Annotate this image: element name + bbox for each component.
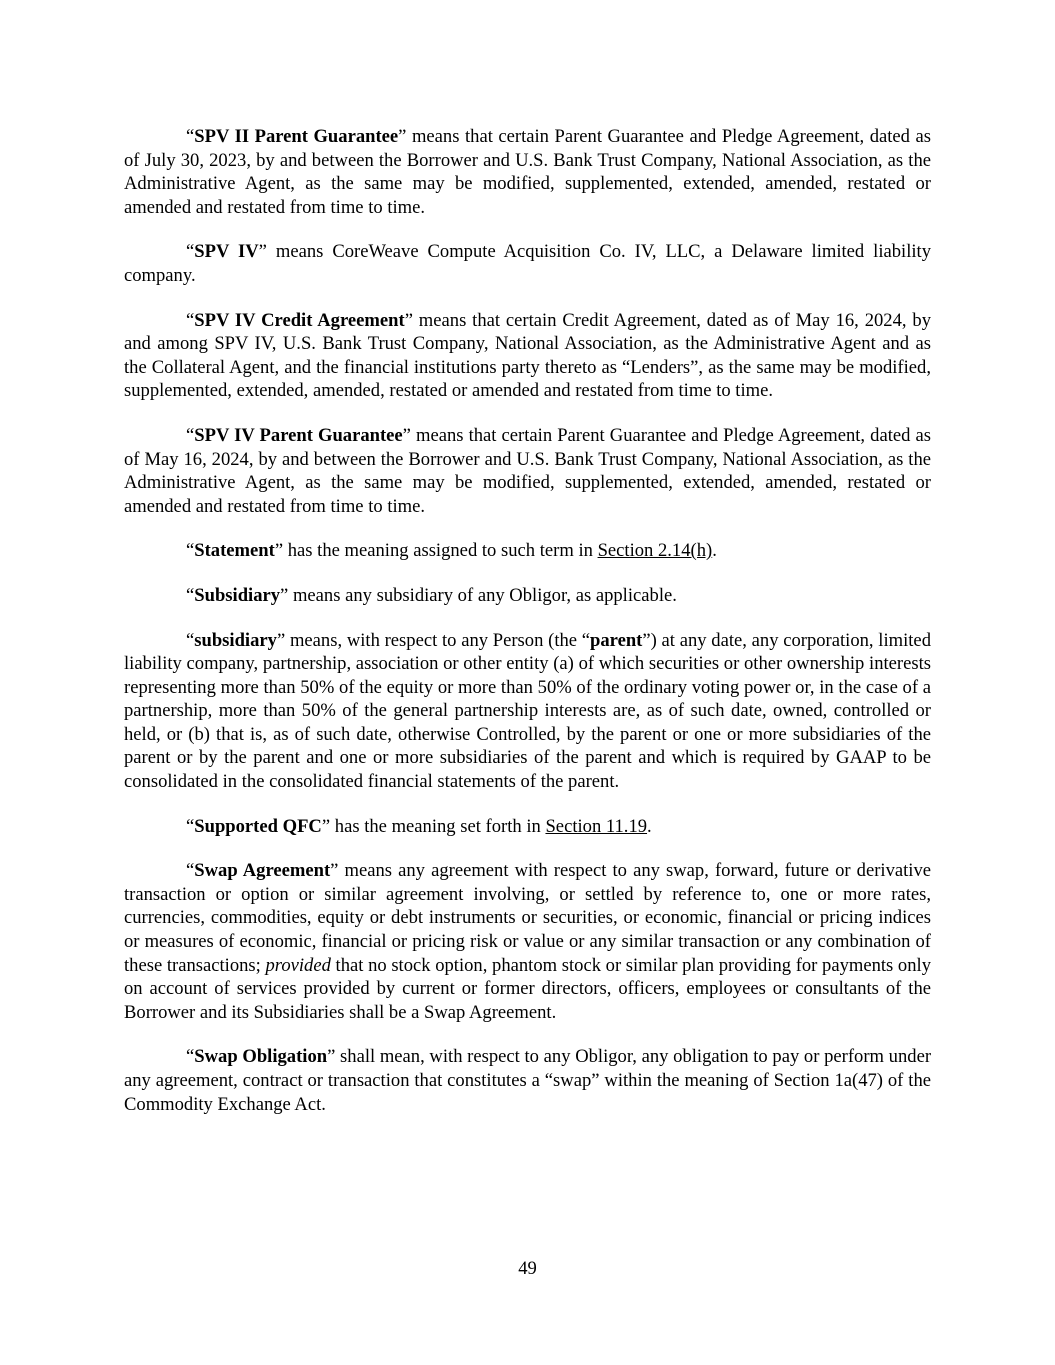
definition-text-start: ” means, with respect to any Person (the “ (276, 629, 591, 651)
defined-term: subsidiary (194, 629, 277, 651)
defined-term: Supported QFC (194, 815, 322, 837)
defined-term: Swap Agreement (194, 860, 331, 882)
definition-text: ” shall mean, with respect to any Obligor, any obligation to pay or perform under any agreement, contract or transaction that constitutes a “swap” within the meaning of Section 1a(47) of the Commodity Exchange Act. (124, 1046, 932, 1115)
definition-text: ” means any agreement with respect to any swap, forward, future or derivative transaction or option or similar agreement involving, or settled by reference to, one or more rates, currencies, commodities, equity or debt instruments or securities, or economic, financial or pricing indices or measures of economic, financial or pricing risk or value or any similar transaction or any combination of these transactions; (124, 860, 932, 976)
definition-text-end: . (647, 815, 652, 837)
inner-defined-term: parent (590, 629, 643, 651)
definition-text-end: that no stock option, phantom stock or similar plan providing for payments only on account of services provided by current or former directors, officers, employees or consultants of the Borrower and its Subsidiaries shall be a Swap Agreement. (124, 954, 931, 1023)
definition-spv-iv-credit-agreement: “SPV IV Credit Agreement” means that certain Credit Agreement, dated as of May 16, 2024, by and among SPV IV, U.S. Bank Trust Company, National Association, as the Administrative Agent and as the Collateral Agent, and the financial institutions party thereto as “Lenders”, as the same may be modified, supplemented, extended, amended, restated or amended and restated from time to time. (124, 309, 931, 402)
defined-term: Swap Obligation (194, 1046, 328, 1068)
italic-proviso: provided (265, 954, 331, 976)
defined-term: Statement (194, 540, 275, 562)
definition-text-end: . (712, 540, 717, 562)
definition-text: ” means any subsidiary of any Obligor, as applicable. (280, 584, 677, 606)
defined-term: SPV IV Parent Guarantee (194, 424, 403, 446)
definition-statement: “Statement” has the meaning assigned to such term in Section 2.14(h). (186, 540, 717, 562)
section-reference-link[interactable]: Section 2.14(h) (597, 540, 713, 562)
definition-text: ” means that certain Credit Agreement, dated as of May 16, 2024, by and among SPV IV, U.S. Bank Trust Company, National Association, as the Administrative Agent and as the Collateral Agent, and the financial institutions party thereto as “Lenders”, as the same may be modified, supplemented, extended, amended, restated or amended and restated from time to time. (124, 309, 931, 402)
definition-supported-qfc: “Supported QFC” has the meaning set forth in Section 11.19. (186, 815, 652, 837)
definition-text: ” means CoreWeave Compute Acquisition Co. IV, LLC, a Delaware limited liability company. (124, 241, 931, 286)
section-reference-link[interactable]: Section 11.19 (545, 815, 648, 837)
definition-subsidiary-lowercase: “subsidiary” means, with respect to any Person (the “parent”) at any date, any corporation, limited liability company, partnership, association or other entity (a) of which securities or other ownership interests representing more than 50% of the equity or more than 50% of the ordinary voting power or, in the case of a partnership, more than 50% of the general partnership interests are, as of such date, owned, controlled or held, or (b) that is, as of such date, otherwise Controlled, by the parent or one or more subsidiaries of the parent or by the parent and one or more subsidiaries of the parent and which is required by GAAP to be consolidated in the consolidated financial statements of the parent. (124, 629, 931, 793)
definition-text: ” has the meaning set forth in (321, 815, 546, 837)
definition-text: ” means that certain Parent Guarantee and Pledge Agreement, dated as of July 30, 2023, by and between the Borrower and U.S. Bank Trust Company, National Association, as the Administrative Agent, as the same may be modified, supplemented, extended, amended, restated or amended and restated from time to time. (124, 126, 931, 218)
defined-term: SPV IV (194, 241, 259, 263)
definitions-section (124, 125, 931, 1137)
defined-term: SPV IV Credit Agreement (194, 309, 405, 331)
definition-spv-iv: “SPV IV” means CoreWeave Compute Acquisition Co. IV, LLC, a Delaware limited liability company. (124, 241, 931, 286)
defined-term: SPV II Parent Guarantee (194, 126, 399, 147)
definition-subsidiary-capitalized: “Subsidiary” means any subsidiary of any Obligor, as applicable. (186, 584, 677, 606)
definition-swap-obligation: “Swap Obligation” shall mean, with respect to any Obligor, any obligation to pay or perform under any agreement, contract or transaction that constitutes a “swap” within the meaning of Section 1a(47) of the Commodity Exchange Act. (124, 1046, 932, 1115)
defined-term: Subsidiary (194, 584, 281, 606)
definition-spv-ii-parent-guarantee: “SPV II Parent Guarantee” means that certain Parent Guarantee and Pledge Agreement, dated as of July 30, 2023, by and between the Borrower and U.S. Bank Trust Company, National Association, as the Administrative Agent, as the same may be modified, supplemented, extended, amended, restated or amended and restated from time to time. (124, 126, 931, 218)
definition-text: ” has the meaning assigned to such term in (274, 540, 598, 562)
definition-spv-iv-parent-guarantee: “SPV IV Parent Guarantee” means that certain Parent Guarantee and Pledge Agreement, dated as of May 16, 2024, by and between the Borrower and U.S. Bank Trust Company, National Association, as the Administrative Agent, as the same may be modified, supplemented, extended, amended, restated or amended and restated from time to time. (124, 424, 931, 517)
page-number: 49 (518, 1258, 537, 1279)
definition-text: ” means that certain Parent Guarantee and Pledge Agreement, dated as of May 16, 2024, by and between the Borrower and U.S. Bank Trust Company, National Association, as the Administrative Agent, as the same may be modified, supplemented, extended, amended, restated or amended and restated from time to time. (124, 424, 931, 517)
definition-text: ”) at any date, any corporation, limited liability company, partnership, association or other entity (a) of which securities or other ownership interests representing more than 50% of the equity or more than 50% of the ordinary voting power or, in the case of a partnership, more than 50% of the general partnership interests are, as of such date, owned, controlled or held, or (b) that is, as of such date, otherwise Controlled, by the parent or one or more subsidiaries of the parent or by the parent and one or more subsidiaries of the parent and which is required by GAAP to be consolidated in the consolidated financial statements of the parent. (124, 629, 931, 793)
definition-swap-agreement: “Swap Agreement” means any agreement with respect to any swap, forward, future or derivative transaction or option or similar agreement involving, or settled by reference to, one or more rates, currencies, commodities, equity or debt instruments or securities, or economic, financial or pricing indices or measures of economic, financial or pricing risk or value or any similar transaction or any combination of these transactions; provided that no stock option, phantom stock or similar plan providing for payments only on account of services provided by current or former directors, officers, employees or consultants of the Borrower and its Subsidiaries shall be a Swap Agreement. (124, 860, 932, 1023)
